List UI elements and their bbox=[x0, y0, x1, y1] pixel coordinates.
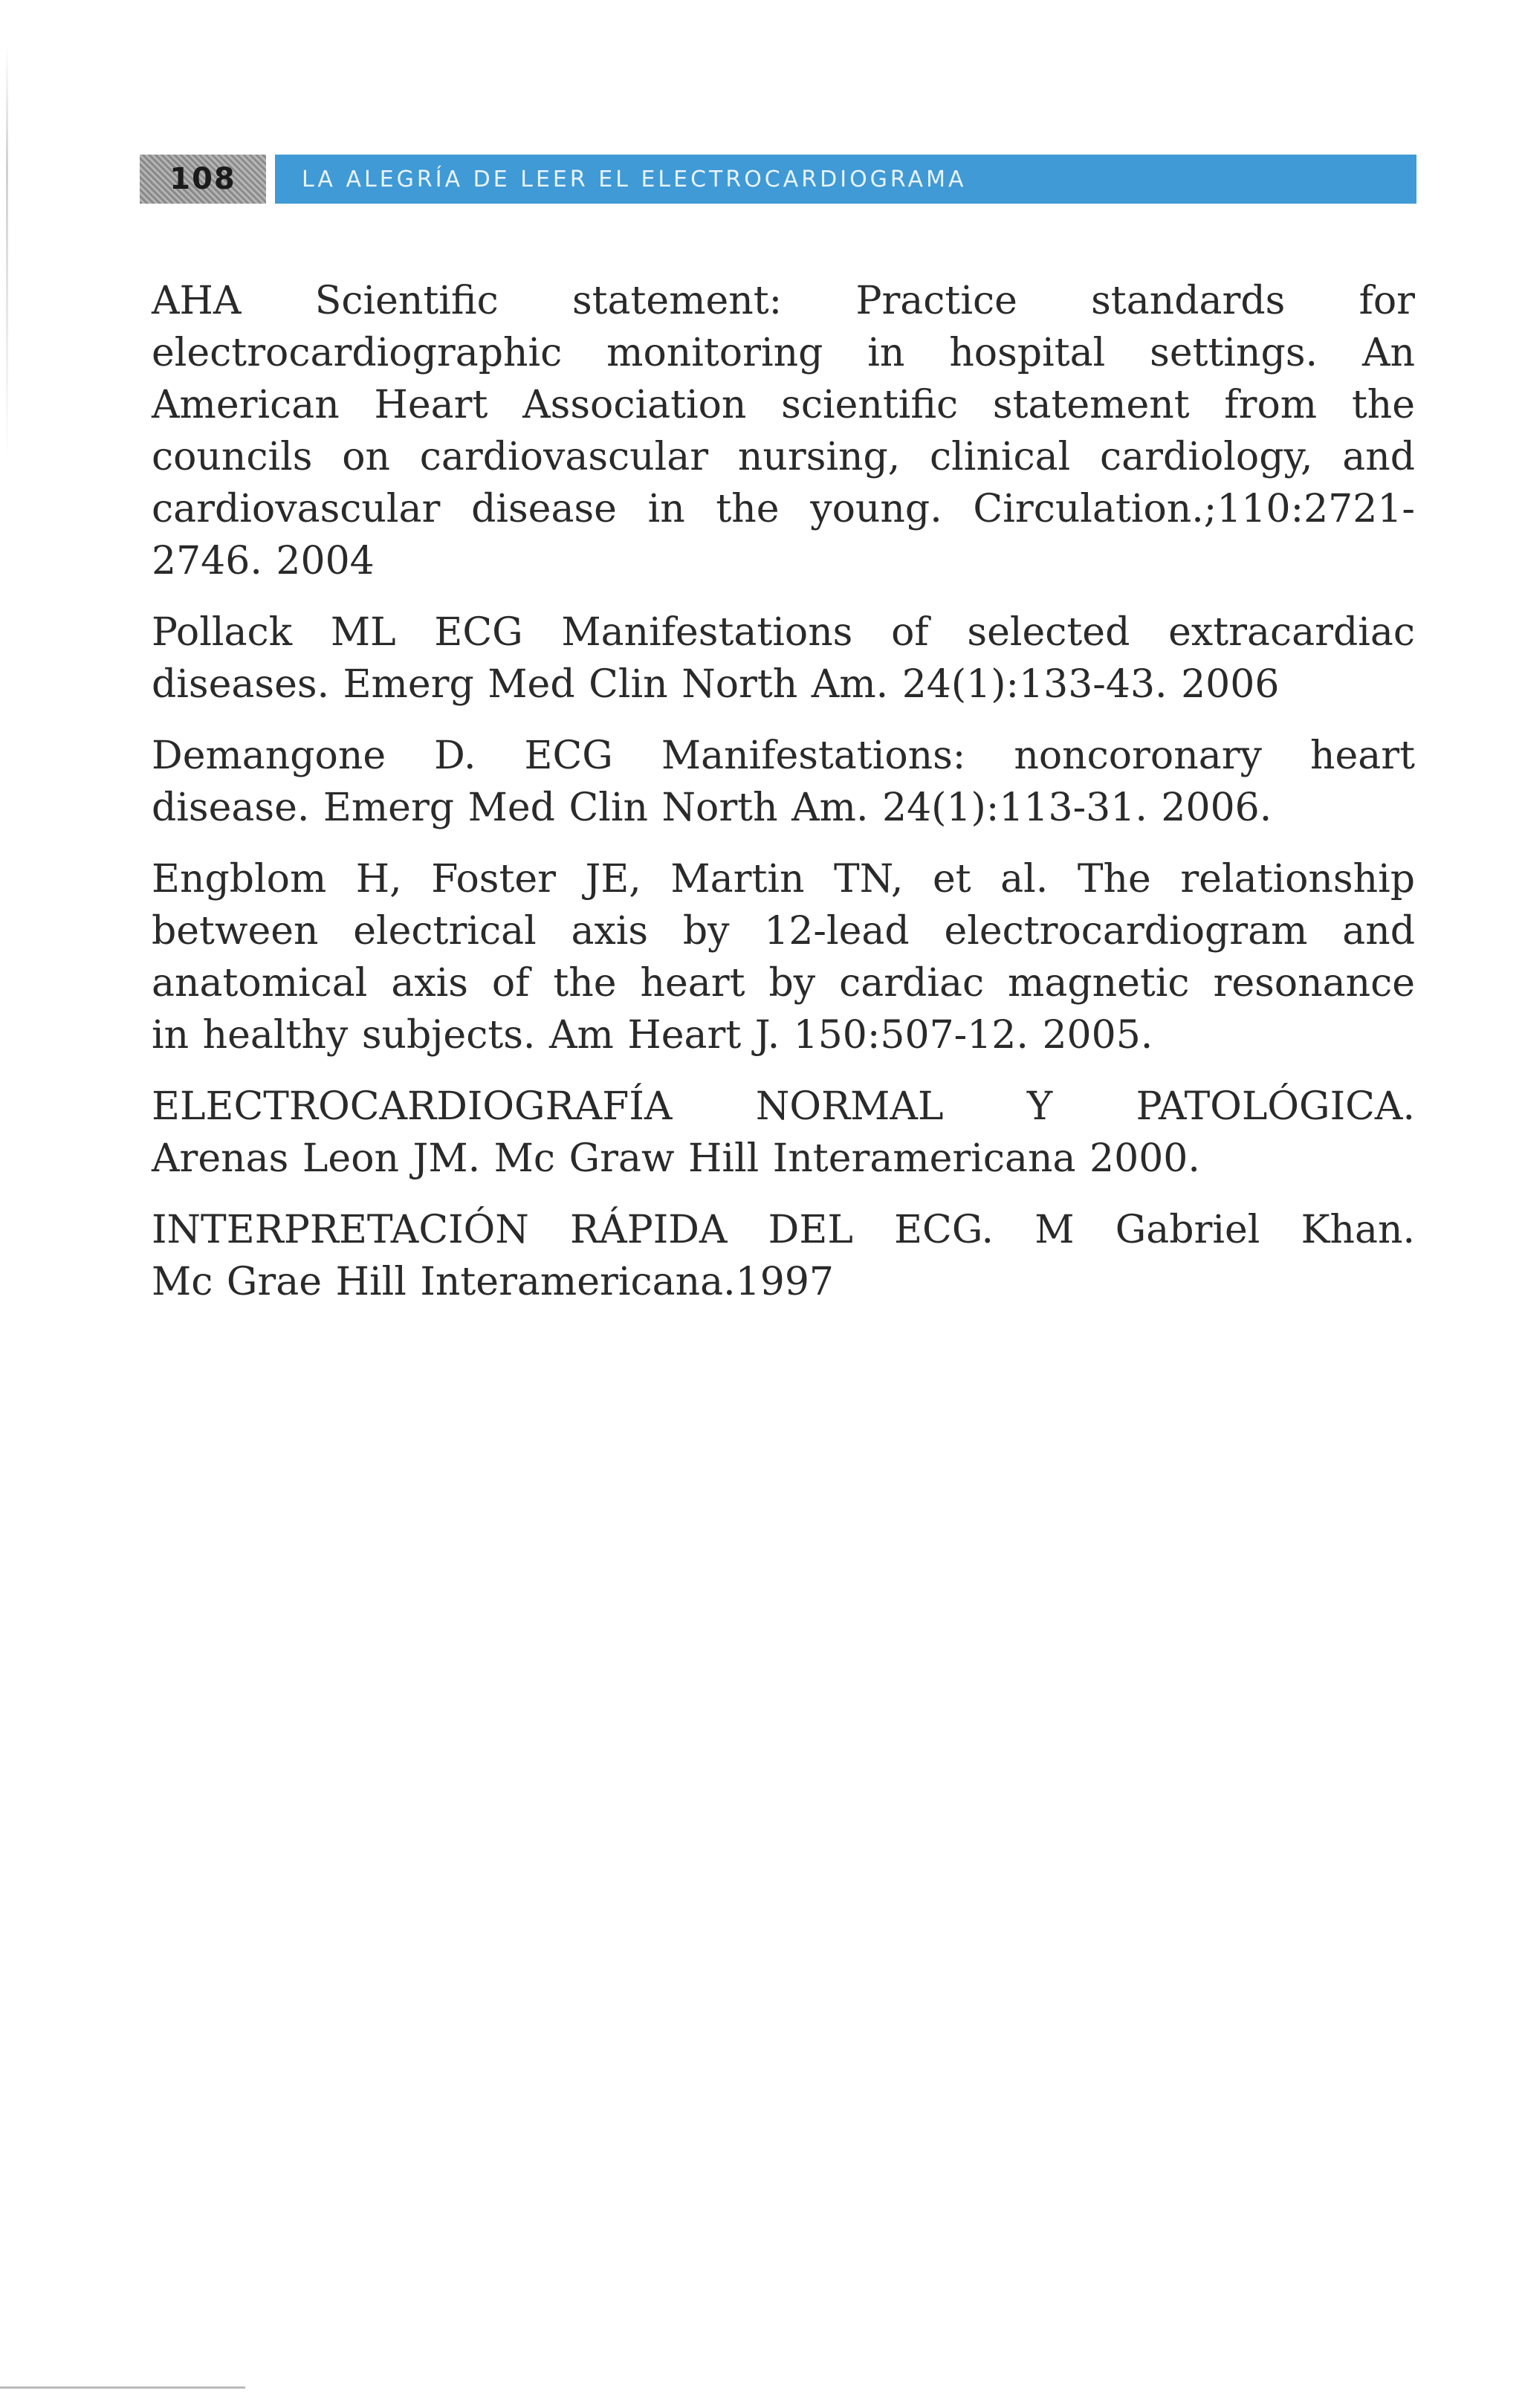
reference-line: American Heart Association scientific statement from the bbox=[152, 383, 1415, 427]
reference-line: ELECTROCARDIOGRAFÍA NORMAL Y PATOLÓGICA. bbox=[152, 1084, 1415, 1129]
reference-line: 2746. 2004 bbox=[152, 539, 375, 583]
reference-entry bbox=[152, 1204, 1415, 1308]
reference-line: Demangone D. ECG Manifestations: noncoronary heart bbox=[152, 734, 1415, 778]
reference-line: diseases. Emerg Med Clin North Am. 24(1):133-43. 2006 bbox=[152, 662, 1280, 707]
reference-line: cardiovascular disease in the young. Circulation.;110:2721- bbox=[152, 487, 1415, 531]
page-header bbox=[140, 155, 1416, 204]
reference-line: Mc Grae Hill Interamericana.1997 bbox=[152, 1260, 834, 1304]
scan-bottom-rule bbox=[0, 2386, 245, 2389]
reference-line: Pollack ML ECG Manifestations of selected extracardiac bbox=[152, 610, 1415, 655]
reference-entry bbox=[152, 1081, 1415, 1185]
scan-edge-shadow bbox=[6, 45, 8, 461]
reference-list bbox=[152, 275, 1415, 1327]
page-number: 108 bbox=[140, 155, 266, 204]
reference-line: INTERPRETACIÓN RÁPIDA DEL ECG. M Gabriel Khan. bbox=[152, 1208, 1415, 1252]
reference-entry bbox=[152, 730, 1415, 834]
reference-line: between electrical axis by 12-lead electrocardiogram and bbox=[152, 909, 1415, 954]
reference-line: in healthy subjects. Am Heart J. 150:507-12. 2005. bbox=[152, 1013, 1153, 1058]
header-separator bbox=[266, 155, 275, 204]
reference-line: disease. Emerg Med Clin North Am. 24(1):113-31. 2006. bbox=[152, 786, 1272, 830]
reference-entry bbox=[152, 853, 1415, 1061]
reference-line: Engblom H, Foster JE, Martin TN, et al. The relationship bbox=[152, 857, 1415, 902]
reference-line: electrocardiographic monitoring in hospital settings. An bbox=[152, 331, 1415, 375]
reference-entry bbox=[152, 606, 1415, 711]
reference-line: councils on cardiovascular nursing, clinical cardiology, and bbox=[152, 435, 1415, 479]
reference-line: AHA Scientific statement: Practice standards for bbox=[152, 279, 1415, 323]
reference-line: Arenas Leon JM. Mc Graw Hill Interamericana 2000. bbox=[152, 1136, 1200, 1181]
reference-line: anatomical axis of the heart by cardiac magnetic resonance bbox=[152, 961, 1415, 1006]
running-head: LA ALEGRÍA DE LEER EL ELECTROCARDIOGRAMA bbox=[275, 155, 1416, 204]
reference-entry bbox=[152, 275, 1415, 587]
